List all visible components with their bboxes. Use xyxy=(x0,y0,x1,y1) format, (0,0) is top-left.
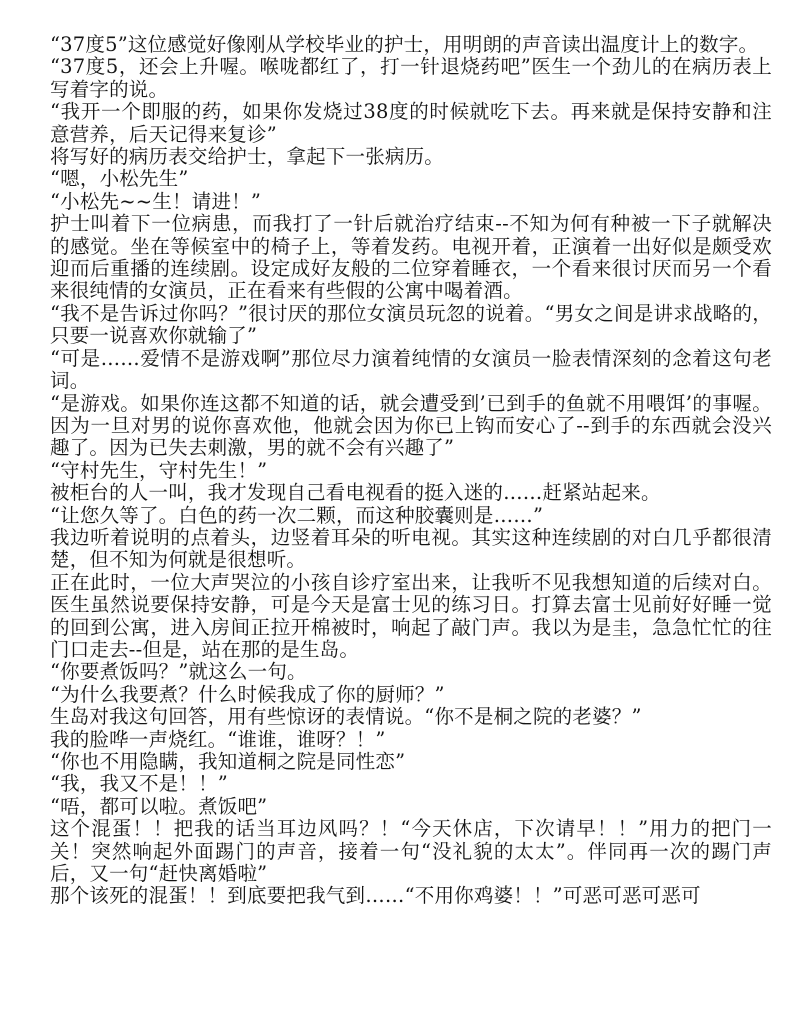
paragraph: 护士叫着下一位病患，而我打了一针后就治疗结束--不知为何有种被一下子就解决的感觉。坐在等候室中的椅子上，等着发药。电视开着，正演着一出好似是颇受欢迎而后重播的连续剧。设定成好友般的二位穿着睡衣，一个看来很讨厌而另一个看来很纯情的女演员，正在看来有些假的公寓中喝着酒。 xyxy=(50,212,772,303)
paragraph: “可是……爱情不是游戏啊”那位尽力演着纯情的女演员一脸表情深刻的念着这句老词。 xyxy=(50,346,772,393)
paragraph: “嗯，小松先生” xyxy=(50,167,189,191)
paragraph: “你也不用隐瞒，我知道桐之院是同性恋” xyxy=(50,750,406,773)
paragraph: “37度5”这位感觉好像刚从学校毕业的护士，用明朗的声音读出温度计上的数字。 xyxy=(50,33,759,56)
paragraph: “我不是告诉过你吗？”很讨厌的那位女演员玩忽的说着。“男女之间是讲求战略的，只要一说喜欢你就输了” xyxy=(50,301,772,348)
paragraph: 那个该死的混蛋！！到底要把我气到……“不用你鸡婆！！”可恶可恶可恶可 xyxy=(50,884,701,908)
paragraph: 我边听着说明的点着头，边竖着耳朵的听电视。其实这种连续剧的对白几乎都很清楚，但不知为何就是很想听。 xyxy=(50,525,772,572)
paragraph: “是游戏。如果你连这都不知道的话，就会遭受到’已到手的鱼就不用喂饵’的事喔。因为一旦对男的说你喜欢他，他就会因为你已上钩而安心了--到手的东西就会没兴趣了。因为已失去刺激，男的就不会有兴趣了” xyxy=(50,391,772,460)
paragraph: 这个混蛋！！把我的话当耳边风吗？！“今天休店，下次请早！！”用力的把门一关！突然响起外面踢门的声音，接着一句“没礼貌的太太”。伴同再一次的踢门声后，又一句“赶快离婚啦” xyxy=(50,817,772,886)
document-body xyxy=(50,34,772,908)
paragraph: “唔，都可以啦。煮饭吧” xyxy=(50,794,268,818)
paragraph: 生岛对我这句回答，用有些惊讶的表情说。“你不是桐之院的老婆？” xyxy=(50,705,642,729)
paragraph: “我，我又不是！！” xyxy=(50,772,228,796)
paragraph: 将写好的病历表交给护士，拿起下一张病历。 xyxy=(50,145,445,169)
paragraph: “我开一个即服的药，如果你发烧过38度的时候就吃下去。再来就是保持安静和注意营养，后天记得来复诊” xyxy=(50,100,772,146)
paragraph: “让您久等了。白色的药一次二颗，而这种胶囊则是……” xyxy=(50,503,544,527)
paragraph: “守村先生，守村先生！” xyxy=(50,458,268,482)
paragraph: 被柜台的人一叫，我才发现自己看电视看的挺入迷的……赶紧站起来。 xyxy=(50,481,661,505)
paragraph: “37度5，还会上升喔。喉咙都红了，打一针退烧药吧”医生一个劲儿的在病历表上写着字的说。 xyxy=(50,55,772,101)
paragraph: 正在此时，一位大声哭泣的小孩自诊疗室出来，让我听不见我想知道的后续对白。医生虽然说要保持安静，可是今天是富士见的练习日。打算去富士见前好好睡一觉的回到公寓，进入房间正拉开棉被时，响起了敲门声。我以为是圭，急急忙忙的往门口走去--但是，站在那的是生岛。 xyxy=(50,570,772,661)
paragraph: 我的脸哗一声烧红。“谁谁，谁呀？！” xyxy=(50,727,386,751)
paragraph: “你要煮饭吗？”就这么一句。 xyxy=(50,660,307,684)
paragraph: “小松先~~生！请进！” xyxy=(50,189,262,213)
paragraph: “为什么我要煮？什么时候我成了你的厨师？” xyxy=(50,682,445,706)
